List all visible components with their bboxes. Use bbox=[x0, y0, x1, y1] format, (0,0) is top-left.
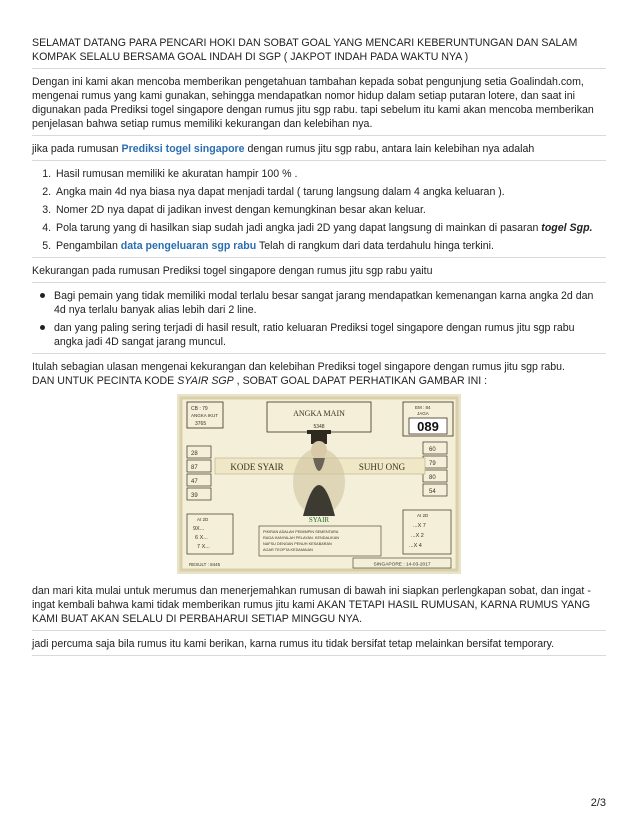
shio-title: SUHU ONG bbox=[358, 462, 406, 472]
big-number: 089 bbox=[417, 419, 439, 434]
right-number: 60 bbox=[429, 447, 436, 453]
disadvantages-intro: Kekurangan pada rumusan Prediksi togel singapore dengan rumus jitu sgp rabu yaitu bbox=[32, 265, 433, 277]
list-item: 5. Pengambilan data pengeluaran sgp rabu Telah di rangkum dari data terdahulu hinga terkini. bbox=[54, 239, 606, 253]
kode-syair-title: KODE SYAIR bbox=[230, 462, 284, 472]
angka-main-title: ANGKA MAIN bbox=[293, 409, 345, 418]
ai-right-line: ...X 4 bbox=[409, 543, 422, 549]
summary-paragraph: Itulah sebagian ulasan mengenai kekurangan dan kelebihan Prediksi togel singapore dengan rumus jitu sgp rabu. DAN UNTUK PECINTA KODE SYAIR SGP , SOBAT GOAL DAPAT PERHATIKAN GAMBAR INI : bbox=[32, 361, 565, 387]
list-item: 2. Angka main 4d nya biasa nya dapat menjadi tardal ( tarung langsung dalam 4 angka keluaran ). bbox=[54, 185, 606, 199]
left-number: 87 bbox=[191, 465, 198, 471]
divider bbox=[32, 160, 606, 161]
syair-figure bbox=[32, 394, 606, 576]
singapore-date: SINGAPORE : 14-03-2017 bbox=[373, 562, 431, 568]
right-number: 79 bbox=[429, 461, 436, 467]
divider bbox=[32, 630, 606, 631]
left-number: 47 bbox=[191, 479, 198, 485]
ikut-value: 3765 bbox=[195, 421, 207, 427]
kode-syair-image bbox=[177, 394, 461, 574]
intro-paragraph: Dengan ini kami akan mencoba memberikan pengetahuan tambahan kepada sobat pengunjung setia Goalindah.com, mengenai rumus yang kami gunakan, sehingga mendapatkan nomor hidup dalam setiap putaran lotere, dan saat ini digunakan pada Prediksi togel singapore dengan rumus jitu sgp rabu. tapi sebelum itu kami akan mencoba memberikan penjelasan bahwa setiap rumus memiliki kekurangan dan kelebihan nya. bbox=[32, 76, 594, 130]
ai-left-line: 7 X... bbox=[197, 544, 210, 550]
data-pengeluaran-link[interactable]: data pengeluaran sgp rabu bbox=[120, 240, 257, 252]
divider bbox=[32, 282, 606, 283]
divider bbox=[32, 68, 606, 69]
divider bbox=[32, 135, 606, 136]
syair-line: RAGA HANYALAH PELAYAN. KENDALIKAN bbox=[263, 536, 339, 540]
em-label: EM : 84 bbox=[415, 405, 431, 410]
ai-right-label: AI 2D bbox=[417, 513, 429, 518]
divider bbox=[32, 353, 606, 354]
syair-line: PIKIRAN ADALAH PEMIMPIN SEMENTARA bbox=[263, 530, 339, 534]
divider bbox=[32, 257, 606, 258]
list-item: Bagi pemain yang tidak memiliki modal terlalu besar sangat jarang mendapatkan kemenangan karna angka 2d dan 4d nya terlalu banyak alias lebih dari 2 line. bbox=[54, 289, 606, 317]
right-number: 80 bbox=[429, 475, 436, 481]
ai-left-line: 6 X... bbox=[195, 535, 208, 541]
advantages-list bbox=[32, 167, 606, 253]
page-number: 2/3 bbox=[590, 797, 606, 809]
prediksi-link[interactable]: Prediksi togel singapore bbox=[121, 143, 245, 155]
left-number: 28 bbox=[191, 451, 198, 457]
divider bbox=[32, 655, 606, 656]
cb-label: CB : 79 bbox=[191, 406, 208, 412]
list-item: 4. Pola tarung yang di hasilkan siap sudah jadi angka jadi 2D yang dapat langsung di mainkan di pasaran togel Sgp. bbox=[54, 221, 606, 235]
list-item: dan yang paling sering terjadi di hasil result, ratio keluaran Prediksi togel singapore dengan rumus jitu sgp rabu angka jadi 4D sangat jarang muncul. bbox=[54, 321, 606, 349]
emphasis: togel Sgp. bbox=[541, 222, 593, 234]
disadvantages-list bbox=[32, 289, 606, 349]
final-paragraph: jadi percuma saja bila rumus itu kami berikan, karna rumus itu tidak bersifat tetap melainkan bersifat temporary. bbox=[32, 638, 555, 650]
angka-main-value: 5348 bbox=[313, 424, 325, 430]
closing-paragraph: dan mari kita mulai untuk merumus dan menerjemahkan rumusan di bawah ini siapkan perlengkapan sobat, dan ingat -ingat kembali bahwa kami tidak memberikan rumus jitu kami AKAN TETAPI HASIL RUMUSAN, KARNA RUMUS YANG KAMI BUAT AKAN SELALU DI PERBAHARUI SETIAP MINGGU NYA. bbox=[32, 585, 591, 625]
list-item: 3. Nomer 2D nya dapat di jadikan invest dengan kemungkinan besar akan keluar. bbox=[54, 203, 606, 217]
ai-right-line: ...X 2 bbox=[411, 533, 424, 539]
jaga-label: JAGA bbox=[417, 411, 429, 416]
list-item: 1. Hasil rumusan memiliki ke akuratan hampir 100 % . bbox=[54, 167, 606, 181]
document-page bbox=[32, 36, 606, 662]
right-number: 54 bbox=[429, 489, 436, 495]
syair-line: NAFSU DENGAN PENUH KESABARAN bbox=[263, 542, 332, 546]
ai-left-line: 9X... bbox=[193, 526, 205, 532]
advantages-intro: jika pada rumusan Prediksi togel singapore dengan rumus jitu sgp rabu, antara lain kelebihan nya adalah bbox=[32, 143, 535, 155]
left-number: 39 bbox=[191, 493, 198, 499]
ai-left-label: AI 2D bbox=[197, 517, 209, 522]
syair-label: SYAIR bbox=[308, 516, 330, 524]
syair-line: AGAR TEOPTA KEDAMAIAN bbox=[263, 548, 313, 552]
ai-right-line: ...X 7 bbox=[413, 523, 426, 529]
angka-ikut-label: ANGKA IKUT bbox=[191, 413, 219, 418]
result-label: RESULT : 8445 bbox=[189, 562, 221, 567]
intro-heading: SELAMAT DATANG PARA PENCARI HOKI DAN SOBAT GOAL YANG MENCARI KEBERUNTUNGAN DAN SALAM KOMPAK SELALU BERSAMA GOAL INDAH DI SGP ( JAKPOT INDAH PADA WAKTU NYA ) bbox=[32, 37, 578, 63]
